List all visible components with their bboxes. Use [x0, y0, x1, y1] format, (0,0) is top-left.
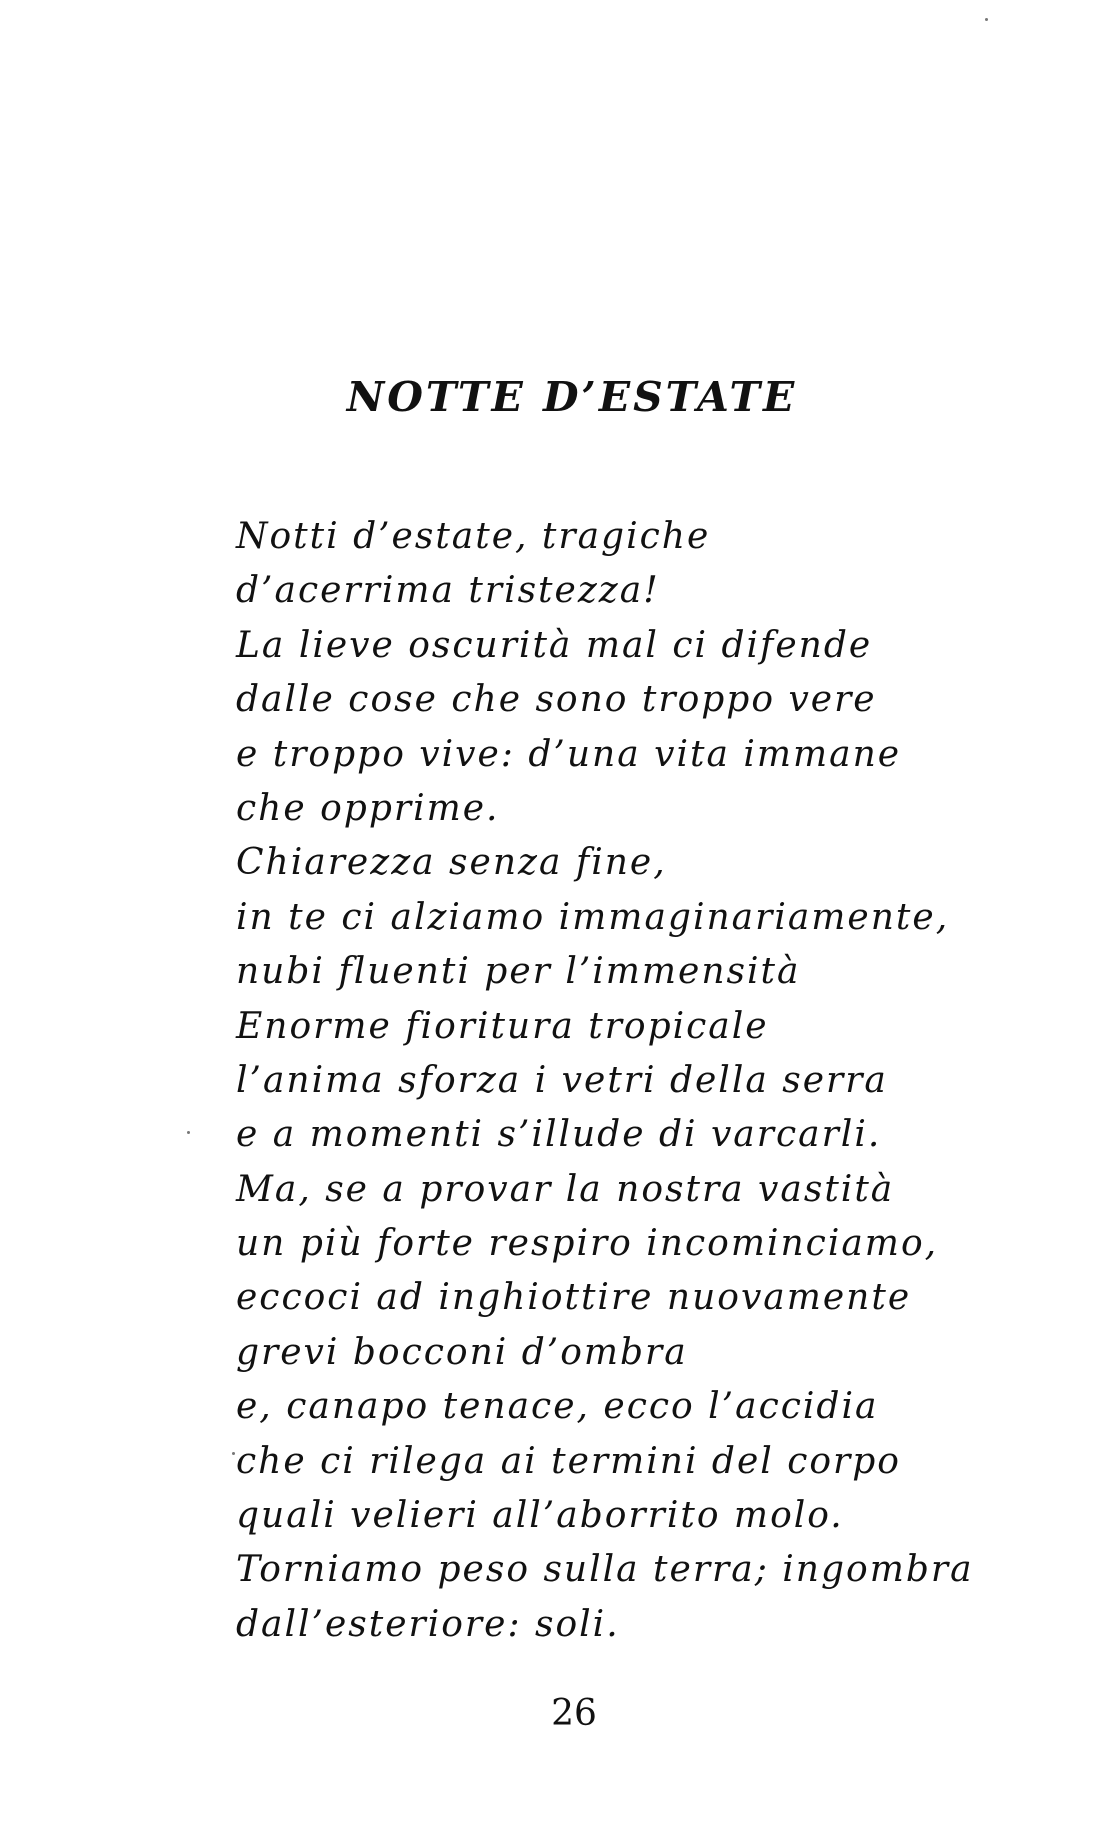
poem-line: d’acerrima tristezza!	[236, 570, 660, 612]
poem-line: dall’esteriore: soli.	[236, 1603, 620, 1645]
poem-line: eccoci ad inghiottire nuovamente	[236, 1277, 912, 1319]
poem-title: NOTTE D’ESTATE	[346, 373, 798, 422]
poem-line: e a momenti s’illude di varcarli.	[236, 1114, 882, 1156]
poem-line: che opprime.	[236, 787, 500, 829]
poem-line: un più forte respiro incominciamo,	[236, 1223, 939, 1265]
poem-line: Torniamo peso sulla terra; ingombra	[236, 1549, 974, 1591]
poem-line: nubi fluenti per l’immensità	[236, 951, 801, 993]
poem-line: grevi bocconi d’ombra	[236, 1331, 688, 1373]
print-speck	[232, 1452, 235, 1455]
poem-line: che ci rilega ai termini del corpo	[236, 1440, 901, 1482]
poem-line: dalle cose che sono troppo vere	[236, 679, 877, 721]
print-speck	[187, 1131, 190, 1134]
poem-line: quali velieri all’aborrito molo.	[236, 1495, 844, 1537]
poem-line: Chiarezza senza fine,	[236, 842, 667, 884]
poem-line: Notti d’estate, tragiche	[236, 516, 711, 557]
poem-line: in te ci alziamo immaginariamente,	[236, 896, 950, 938]
poem-line: Enorme fioritura tropicale	[236, 1005, 769, 1047]
poem-body	[236, 510, 1056, 1652]
poem-line: La lieve oscurità mal ci difende	[236, 624, 873, 666]
page-number: 26	[551, 1693, 597, 1734]
poem-line: e troppo vive: d’una vita immane	[236, 733, 902, 775]
poem-line: l’anima sforza i vetri della serra	[236, 1059, 888, 1101]
poem-line: e, canapo tenace, ecco l’accidia	[236, 1386, 879, 1428]
print-speck	[985, 18, 988, 21]
poem-line: Ma, se a provar la nostra vastità	[236, 1168, 895, 1210]
